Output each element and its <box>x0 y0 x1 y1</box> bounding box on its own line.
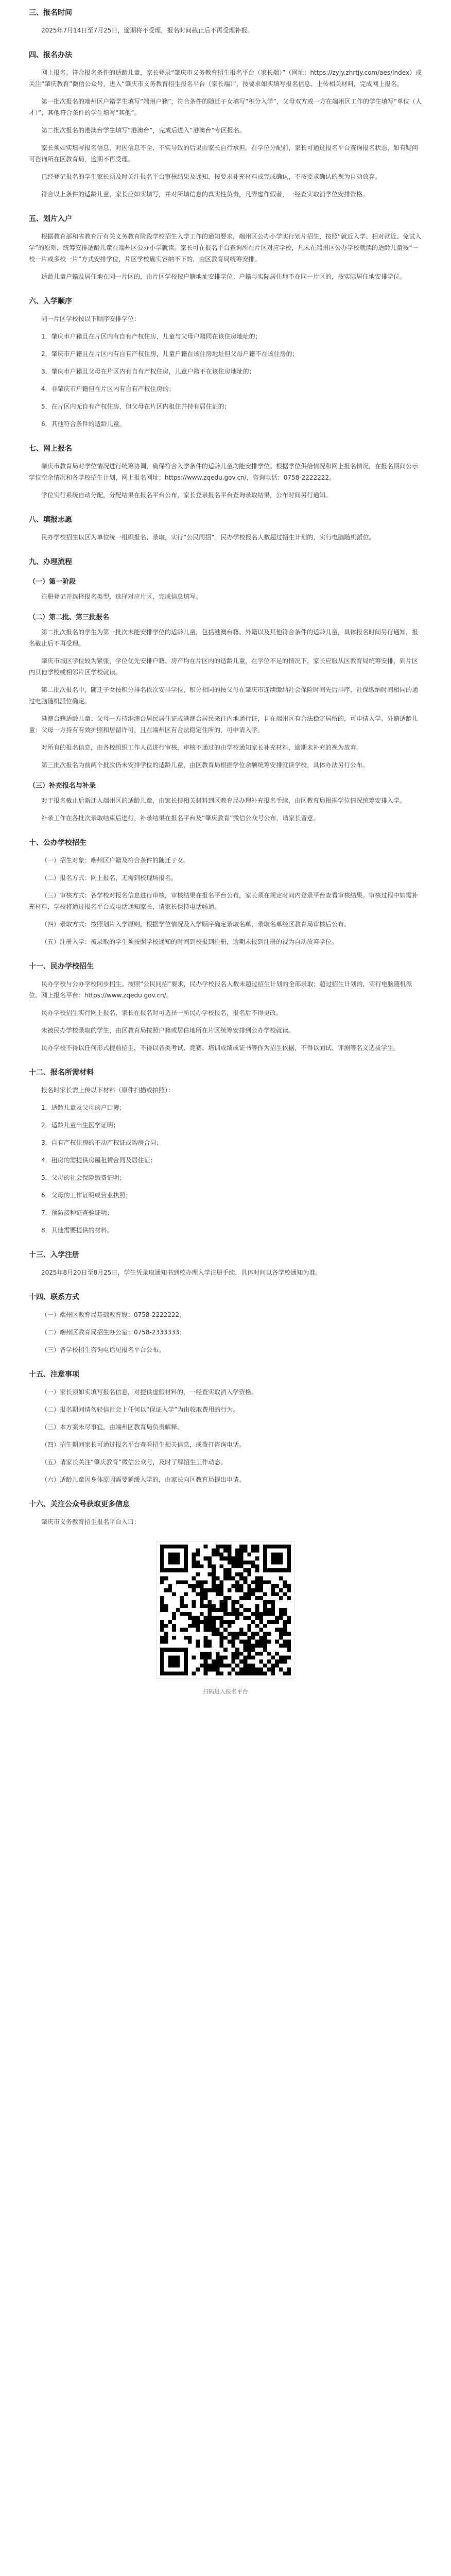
list-item: 1．肇庆市户籍且在片区内有自有产权住房，儿童与父母户籍同在该住房地址的； <box>41 333 262 340</box>
list-item: （四）招生期间家长可通过报名平台查看招生相关信息，或拨打咨询电话。 <box>41 1441 246 1448</box>
section-heading: 三、报名时间 <box>29 9 72 17</box>
paragraph: 根据教育部和省教育厅有关义务教育阶段学校招生入学工作的通知要求，端州区公办小学实行划片招生，按照“就近入学、相对就近、免试入学”的原则，统筹安排适龄儿童在端州区公办小学就读。家长可在报名平台查询所在片区对应学校，凡未在端州区公办学校就读的适龄儿童按“一校一片或多校一片”方式安排学位，片区学校确实容纳不下的，由区教育局统筹安排。 <box>29 233 422 263</box>
paragraph: 民办学校招生以区为单位统一组织报名、录取，实行“公民同招”。民办学校报名人数超过招生计划的，实行电脑随机派位。 <box>41 534 375 541</box>
subsection-heading: （二）第二批、第三批报名 <box>29 614 110 621</box>
subsection-heading: （一）第一阶段 <box>29 578 76 586</box>
list-item: 2．肇庆市户籍且在片区内有自有产权住房，儿童户籍在该住房地址但父母户籍不在该住房的； <box>41 350 299 358</box>
section-heading: 十、公办学校招生 <box>29 839 86 847</box>
section-heading: 十五、注意事项 <box>29 1370 79 1379</box>
paragraph: 同一片区学校按以下顺序安排学位： <box>41 315 141 323</box>
paragraph: 网上报名。符合报名条件的适龄儿童，家长登录“肇庆市义务教育招生报名平台（家长端）”（网址：https://zyjy.zhrtjy.com/aes/index）或关注“肇庆教育”微信公众号，进入“肇庆市义务教育招生报名平台（家长端）”，按要求如实填写报名信息、上传相关材料，完成网上报名。 <box>29 69 422 88</box>
qr-caption: 扫码进入报名平台 <box>203 1688 248 1695</box>
paragraph: 报名时家长需上传以下材料（原件扫描或拍照）： <box>41 1087 175 1094</box>
paragraph: 港澳台籍适龄儿童：父母一方持港澳台居民居住证或港澳台居民来往内地通行证，且在端州区有合法稳定居所的，可申请入学。外籍适龄儿童：父母一方持有有效护照和居留许可，且在端州区有合法稳定住所的，可申请入学。 <box>29 715 419 734</box>
list-item: （二）报名期间请勿轻信社会上任何以“保证入学”为由收取费用的行为。 <box>41 1406 239 1413</box>
list-item: （一）家长须如实填写报名信息，对提供虚假材料的，一经查实取消入学资格。 <box>41 1388 258 1396</box>
list-item: （二）端州区教育局招生办公室：0758-2333333； <box>41 1329 186 1336</box>
qr-code-container <box>29 1541 422 1679</box>
list-item: （五）请家长关注“肇庆教育”微信公众号，及时了解招生工作动态。 <box>41 1459 227 1466</box>
paragraph: 第二批次报名的港澳台学生填写“港澳台”，完成后进入“港澳台”专区报名。 <box>41 127 246 134</box>
list-item: （六）适龄儿童因身体原因需要延缓入学的，由家长向区教育局提出申请。 <box>41 1476 246 1483</box>
paragraph: 民办学校招生实行网上报名，家长在报名时可选择一所民办学校报名，报名后不得更改。 <box>41 1009 283 1016</box>
list-item: （三）审核方式：各学校对报名信息进行审核，审核结果在报名平台公布，家长须在规定时间内登录平台查看审核结果。审核过程中如需补充材料，学校将通过报名平台或电话通知家长，请家长保持电话畅通。 <box>29 892 419 910</box>
list-item: （五）注册入学：被录取的学生须按照学校通知的时间到校报到注册，逾期未报到注册的视为自动放弃学位。 <box>41 938 338 945</box>
paragraph: 学位实行系统自动分配，分配结果在报名平台公布，家长登录报名平台查询录取结果，公布时间另行通知。 <box>41 492 332 499</box>
paragraph: 第二批次报名中，随迁子女按积分排名依次安排学位，积分相同的按父母在肇庆市连续缴纳社会保险时间先后排序，社保缴纳时间相同的通过电脑随机派位确定。 <box>29 686 419 705</box>
paragraph: 第三批次报名为前两个批次仍未安排学位的适龄儿童，由区教育局根据学位余额统筹安排就读学校，具体办法另行公布。 <box>41 761 369 769</box>
section-heading: 四、报名办法 <box>29 51 72 59</box>
list-item: 3．自有产权住房的不动产权证或购房合同； <box>41 1139 163 1146</box>
section-public <box>29 837 422 947</box>
section-materials <box>29 1067 422 1236</box>
paragraph: 民办学校不得以任何形式提前招生，不得以各类考试、竞赛、培训成绩或证书等作为招生依据，不得以面试、评测等名义选拔学生。 <box>41 1044 400 1052</box>
section-method <box>29 49 422 200</box>
paragraph: 第二批次报名的学生为第一批次未能安排学位的适龄儿童，包括港澳台籍、外籍以及其他符合条件的适龄儿童，具体报名时间另行通知，报名截止后不再受理。 <box>29 629 419 647</box>
section-online <box>29 443 422 501</box>
list-item: （三）本方案未尽事宜，由端州区教育局负责解释。 <box>41 1423 184 1431</box>
paragraph: 肇庆市义务教育招生报名平台入口： <box>41 1518 141 1526</box>
list-item: 3．肇庆市户籍且父母在片区内有自有产权住房，儿童户籍不在该住房地址的； <box>41 368 255 375</box>
subsection-heading: （三）补充报名与补录 <box>29 782 96 790</box>
list-item: 6．父母的工作证明或营业执照； <box>41 1192 132 1199</box>
paragraph: 适龄儿童户籍及居住地在同一片区的，由片区学校按户籍地址安排学位；户籍与实际居住地不在同一片区的，按实际居住地安排学位。 <box>41 273 406 280</box>
paragraph: 符合以上条件的适龄儿童，家长应如实填写，并对所填信息的真实性负责，凡弄虚作假者，一经查实取消学位安排资格。 <box>41 191 369 198</box>
section-time <box>29 7 422 36</box>
section-contact <box>29 1292 422 1355</box>
paragraph: 2025年8月20日至8月25日，学生凭录取通知书到校办理入学注册手续，具体时间以各学校通知为准。 <box>41 1269 322 1276</box>
section-notice <box>29 1369 422 1485</box>
section-heading: 十二、报名所需材料 <box>29 1069 94 1077</box>
list-item: （四）录取方式：按照划片入学原则，根据学位情况及入学顺序确定录取名单，录取名单经区教育局审核后公布。 <box>41 921 351 928</box>
list-item: 4．租房的需提供房屋租赁合同及居住证； <box>41 1157 157 1164</box>
section-heading: 七、网上报名 <box>29 445 72 453</box>
section-private <box>29 961 422 1054</box>
section-heading: 六、入学顺序 <box>29 297 72 306</box>
list-item: 2．适龄儿童出生医学证明； <box>41 1122 119 1129</box>
section-qr <box>29 1499 422 1696</box>
list-item: 5．在片区内无自有产权住房，但父母在片区内租住并持有居住证的； <box>41 403 231 410</box>
qr-code-graphic <box>160 1545 291 1675</box>
paragraph: 2025年7月14日至7月25日，逾期将不受理，报名时间截止后不再受理补报。 <box>41 27 254 34</box>
paragraph: 补录工作在各批次录取结束后进行，补录结果在报名平台及“肇庆教育”微信公众号公布，请家长留意。 <box>41 815 320 822</box>
section-heading: 十四、联系方式 <box>29 1293 79 1301</box>
section-priority <box>29 296 422 430</box>
section-heading: 十三、入学注册 <box>29 1251 79 1259</box>
qr-code-icon[interactable] <box>157 1541 294 1679</box>
section-heading: 十一、民办学校招生 <box>29 962 94 971</box>
list-item: 6．其他符合条件的适龄儿童。 <box>41 420 126 428</box>
list-item: （二）报名方式：网上报名，无需到校现场报名。 <box>41 874 178 882</box>
list-item: 1．适龄儿童及父母的户口簿； <box>41 1104 126 1111</box>
paragraph: 民办学校与公办学校同步招生。按照“公民同招”要求，民办学校报名人数未超过招生计划的全部录取；超过招生计划的，实行电脑随机派位。网上报名平台：https://www.zqedu.gov.cn/。 <box>29 980 412 999</box>
paragraph: 已经登记报名的学生家长须及时关注报名平台审核结果及通知，按要求补充材料或完成确认，不按要求确认的视为自动放弃。 <box>41 173 381 180</box>
section-heading: 八、填报志愿 <box>29 516 72 524</box>
list-item: （三）各学校招生咨询电话见报名平台公布。 <box>41 1346 165 1353</box>
list-item: （一）招生对象：端州区户籍及符合条件的随迁子女。 <box>41 857 190 864</box>
list-item: （一）端州区教育局基础教育股：0758-2222222； <box>41 1311 186 1318</box>
section-heading: 五、划片入户 <box>29 215 72 223</box>
section-heading: 九、办理流程 <box>29 558 72 566</box>
section-heading: 十六、关注公众号获取更多信息 <box>29 1500 130 1509</box>
paragraph: 家长须如实填写报名信息，对因信息不全、不实导致的后果由家长自行承担。在学位分配前，家长可通过报名平台查询报名状态，如有疑问可咨询所在区教育局，逾期不再受理。 <box>29 144 419 163</box>
paragraph: 肇庆市城区学位较为紧张，学位优先安排户籍、房产均在片区内的适龄儿童，在学位不足的情况下，家长应服从区教育局统筹安排，到片区内其他学校或相邻片区学校就读。 <box>29 657 419 676</box>
section-range <box>29 213 422 282</box>
paragraph: 第一批次报名的端州区户籍学生填写“端州户籍”，符合条件的随迁子女填写“积分入学”，父母双方或一方在端州区工作的学生填写“单位（人才）”，其他符合条件的学生填写“其他”。 <box>29 98 422 116</box>
paragraph: 对于报名截止后新迁入端州区的适龄儿童，由家长持相关材料到区教育局办理补充报名手续，由区教育局根据学位情况统筹安排入学。 <box>41 797 406 804</box>
section-registration <box>29 1249 422 1278</box>
paragraph: 对所有的报名信息，由各校组织工作人员进行审核，审核不通过的由学校通知家长补充材料，逾期未补充的视为放弃。 <box>41 744 363 751</box>
section-steps <box>29 556 422 824</box>
list-item: 4．非肇庆市户籍但在片区内有自有产权住房的； <box>41 385 175 393</box>
paragraph: 注册登记并选择报名类型，选择对应片区，完成信息填写。 <box>41 593 202 600</box>
paragraph: 未被民办学校录取的学生，由区教育局按照户籍或居住地所在片区统筹安排到公办学校就读。 <box>41 1027 295 1034</box>
section-fill <box>29 514 422 543</box>
paragraph: 肇庆市教育局对学位情况进行统筹协调，确保符合入学条件的适龄儿童均能安排学位。根据学位供给情况和网上报名情况，在报名期间公示学位空余情况和各学校招生计划，网上报名网址：https://www.zqedu.gov.cn/，咨询电话：0758-2222222。 <box>29 463 419 481</box>
list-item: 7．预防接种证查验证明； <box>41 1209 113 1216</box>
list-item: 8．其他需要提供的材料。 <box>41 1227 113 1234</box>
list-item: 5．父母的社会保险缴费证明； <box>41 1174 126 1181</box>
